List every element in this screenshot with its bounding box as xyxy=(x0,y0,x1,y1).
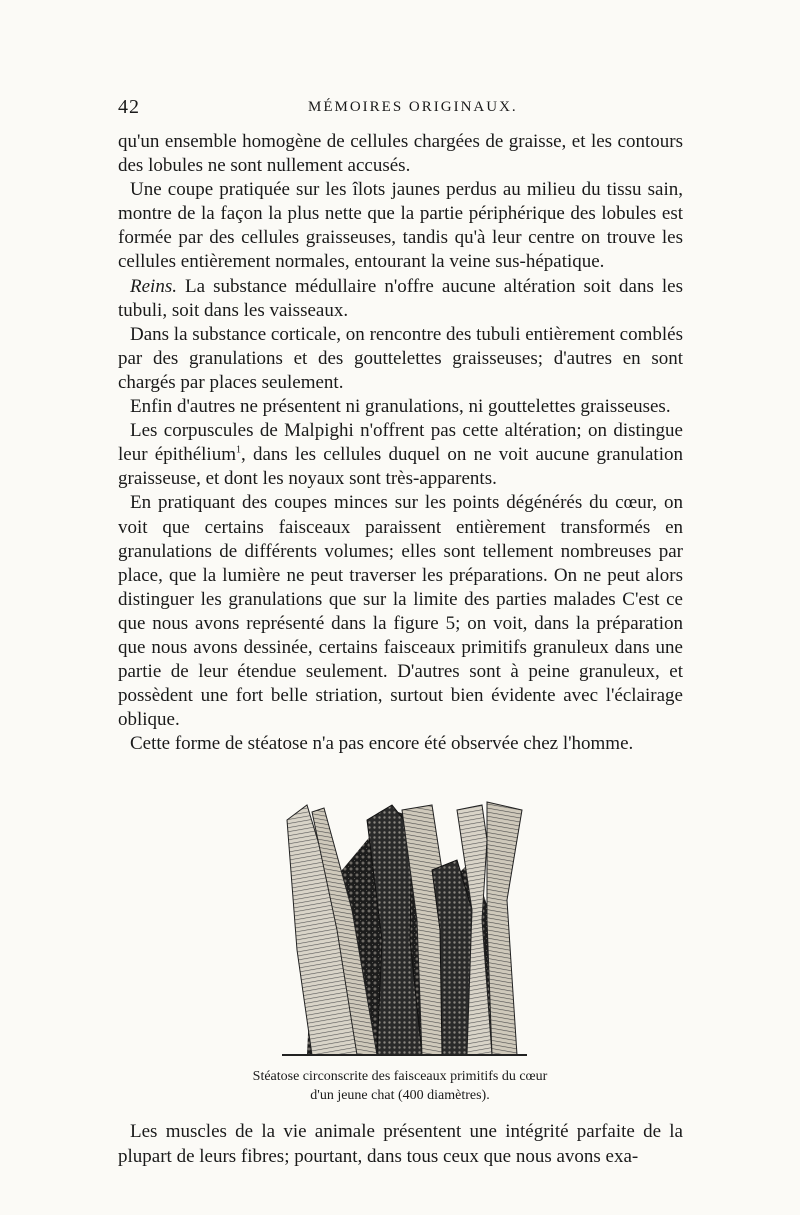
figure-illustration xyxy=(282,800,527,1060)
paragraph xyxy=(118,491,683,732)
paragraph-text: Les corpuscules de Malpighi n'offrent pas cette altération; on distingue leur épithélium xyxy=(118,420,683,466)
caption-line: Stéatose circonscrite des faisceaux primitifs du cœur xyxy=(252,1069,548,1084)
closing-paragraph xyxy=(118,1120,683,1169)
footnote-marker: 1 xyxy=(236,444,241,456)
paragraph-text: Enfin d'autres ne présentent ni granulations, ni gouttelettes graisseuses. xyxy=(130,396,671,418)
paragraph xyxy=(118,732,683,756)
figure-caption xyxy=(150,1067,650,1105)
section-lead: Reins. xyxy=(130,275,177,297)
paragraph-text: Une coupe pratiquée sur les îlots jaunes perdus au milieu du tissu sain, montre de la façon la plus nette que la partie périphérique des lobules est formée par des cellules graisseuses, tandis qu'à leur centre on trouve les cellules entièrement normales, entourant la veine sus-hépatique. xyxy=(118,179,683,273)
running-title: MÉMOIRES ORIGINAUX. xyxy=(308,99,518,115)
paragraph xyxy=(118,130,683,178)
paragraph xyxy=(118,275,683,323)
body-text xyxy=(118,130,683,756)
paragraph xyxy=(118,178,683,274)
paragraph-text: qu'un ensemble homogène de cellules chargées de graisse, et les contours des lobules ne sont nullement accusés. xyxy=(118,131,683,177)
paragraph: Les muscles de la vie animale présentent une intégrité parfaite de la plupart de leurs fibres; pourtant, dans tous ceux que nous avons exa- xyxy=(118,1121,683,1167)
paragraph xyxy=(118,323,683,395)
paragraph xyxy=(118,395,683,419)
paragraph-text: Dans la substance corticale, on rencontre des tubuli entièrement comblés par des granulations et des gouttelettes graisseuses; d'autres en sont chargés par places seulement. xyxy=(118,323,683,393)
paragraph xyxy=(118,419,683,491)
page-header xyxy=(118,96,678,126)
page-number: 42 xyxy=(118,96,140,118)
paragraph-text: En pratiquant des coupes minces sur les points dégénérés du cœur, on voit que certains faisceaux paraissent entièrement transformés en granulations de différents volumes; elles sont tellement nombreuses par place, que la lumière ne peut traverser les préparations. On ne peut alors distinguer les granulations que sur la limite des parties malades C'est ce que nous avons représenté dans la figure 5; on voit, dans la préparation que nous avons dessinée, certains faisceaux primitifs granuleux dans une partie de leur étendue seulement. D'autres sont à peine granuleux, et possèdent une fort belle striation, surtout bien évidente avec l'éclairage oblique. xyxy=(118,492,683,731)
paragraph-text: , dans les cellules duquel on ne voit aucune granulation graisseuse, et dont les noyaux sont très-apparents. xyxy=(118,444,683,490)
muscle-fibers-engraving xyxy=(282,800,527,1060)
paragraph-text: Cette forme de stéatose n'a pas encore été observée chez l'homme. xyxy=(130,733,634,755)
paragraph-text: La substance médullaire n'offre aucune altération soit dans les tubuli, soit dans les vaisseaux. xyxy=(118,275,683,321)
caption-line: d'un jeune chat (400 diamètres). xyxy=(310,1088,490,1103)
